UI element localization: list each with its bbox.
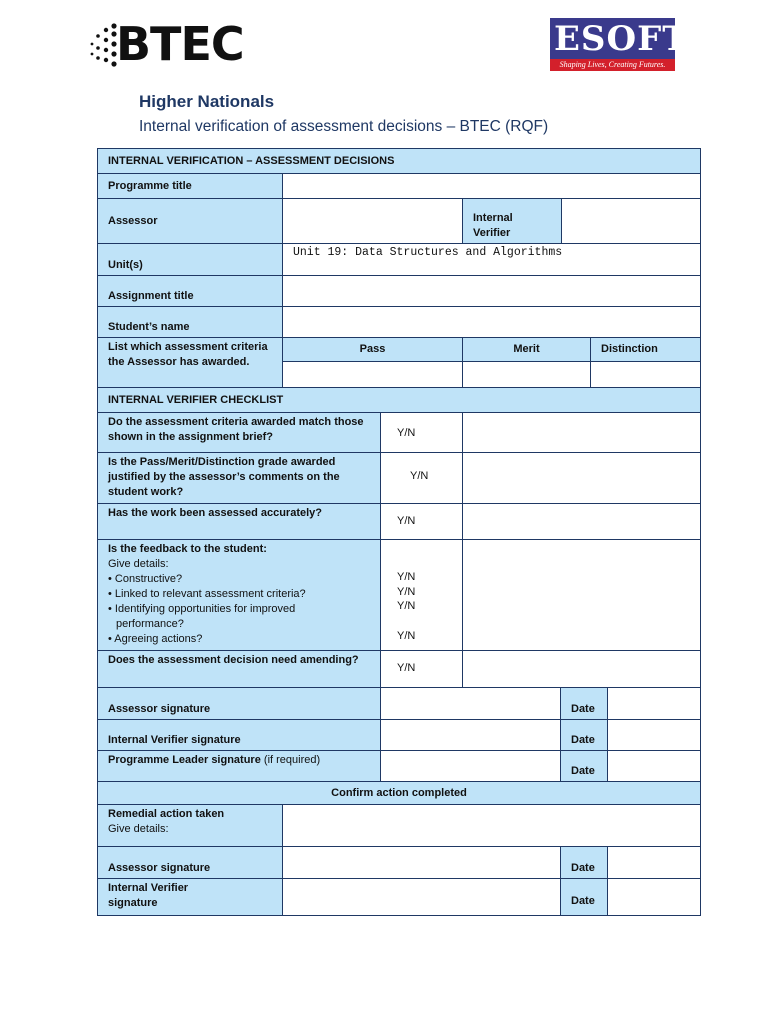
yn-text: Y/N <box>397 630 416 642</box>
date-field[interactable] <box>607 719 701 751</box>
assessor-field[interactable] <box>282 198 463 244</box>
date-field[interactable] <box>607 846 701 879</box>
merit-header: Merit <box>462 337 591 362</box>
section-heading-confirm-action: Confirm action completed <box>97 781 701 805</box>
yn-cell[interactable] <box>380 539 463 651</box>
comment-field[interactable] <box>462 503 701 540</box>
units-label: Unit(s) <box>97 243 283 276</box>
esoft-wordmark: ESOFT <box>554 19 689 59</box>
date-label: Date <box>560 687 608 720</box>
remedial-give-details: Give details: <box>108 823 169 835</box>
list-item: • Linked to relevant assessment criteria? <box>108 588 306 600</box>
date-label: Date <box>560 719 608 751</box>
feedback-criteria-list <box>108 572 370 647</box>
iv-signature-label: Internal Verifier signature <box>97 719 381 751</box>
list-item: performance? <box>116 618 184 630</box>
date-field[interactable] <box>607 750 701 782</box>
list-item: • Identifying opportunities for improved <box>108 603 296 615</box>
date-field[interactable] <box>607 687 701 720</box>
distinction-header: Distinction <box>590 337 701 362</box>
pass-header: Pass <box>282 337 463 362</box>
assignment-title-label: Assignment title <box>97 275 283 307</box>
merit-criteria-field[interactable] <box>462 361 591 388</box>
yn-text: Y/N <box>397 586 416 598</box>
btec-logo <box>90 16 260 72</box>
yn-text: Y/N <box>397 600 416 612</box>
assessor-signature-field[interactable] <box>282 846 561 879</box>
yn-cell[interactable] <box>380 650 463 688</box>
checklist-question-feedback <box>97 539 381 651</box>
comment-field[interactable] <box>462 650 701 688</box>
date-field[interactable] <box>607 878 701 916</box>
iv-signature-label: Internal Verifier signature <box>97 878 283 916</box>
assignment-title-field[interactable] <box>282 275 701 307</box>
list-item: • Constructive? <box>108 573 183 585</box>
assessor-label: Assessor <box>97 198 283 244</box>
btec-wordmark: BTEC <box>116 17 244 71</box>
list-item: • Agreeing actions? <box>108 633 203 645</box>
checklist-question-assessed-accurately: Has the work been assessed accurately? <box>97 503 381 540</box>
feedback-give-details: Give details: <box>108 558 169 570</box>
internal-verifier-field[interactable] <box>561 198 701 244</box>
remedial-action-label-text: Remedial action taken <box>108 808 225 820</box>
comment-field[interactable] <box>462 452 701 504</box>
yn-cell[interactable] <box>380 412 463 453</box>
page-subtitle: Internal verification of assessment decisions – BTEC (RQF) <box>139 118 549 135</box>
student-name-label: Student’s name <box>97 306 283 338</box>
yn-text: Y/N <box>397 515 416 527</box>
comment-field[interactable] <box>462 539 701 651</box>
iv-signature-field[interactable] <box>380 719 561 751</box>
internal-verifier-label: Internal Verifier <box>462 198 562 244</box>
assessor-signature-field[interactable] <box>380 687 561 720</box>
section-heading-checklist: INTERNAL VERIFIER CHECKLIST <box>97 387 701 413</box>
criteria-label: List which assessment criteria the Assessor has awarded. <box>97 337 283 388</box>
page-title: Higher Nationals <box>139 92 275 111</box>
date-label: Date <box>560 846 608 879</box>
verification-form <box>97 148 701 916</box>
checklist-question-criteria-match: Do the assessment criteria awarded match those shown in the assignment brief? <box>97 412 381 453</box>
remedial-action-field[interactable] <box>282 804 701 847</box>
esoft-tagline: Shaping Lives, Creating Futures. <box>550 59 675 71</box>
assessor-signature-label: Assessor signature <box>97 687 381 720</box>
iv-signature-field[interactable] <box>282 878 561 916</box>
date-label: Date <box>560 750 608 782</box>
section-heading-assessment-decisions: INTERNAL VERIFICATION – ASSESSMENT DECISIONS <box>97 148 701 174</box>
pass-criteria-field[interactable] <box>282 361 463 388</box>
pl-signature-label-text: Programme Leader signature <box>108 754 261 766</box>
assessor-signature-label: Assessor signature <box>97 846 283 879</box>
checklist-question-decision-amending: Does the assessment decision need amending? <box>97 650 381 688</box>
esoft-logo <box>550 18 689 71</box>
yn-text: Y/N <box>397 427 416 439</box>
distinction-criteria-field[interactable] <box>590 361 701 388</box>
programme-title-label: Programme title <box>97 173 283 199</box>
yn-text: Y/N <box>397 662 416 674</box>
yn-cell[interactable] <box>380 503 463 540</box>
date-label: Date <box>560 878 608 916</box>
comment-field[interactable] <box>462 412 701 453</box>
yn-text: Y/N <box>410 470 429 482</box>
feedback-question-title: Is the feedback to the student: <box>108 543 267 555</box>
programme-title-field[interactable] <box>282 173 701 199</box>
pl-signature-label <box>97 750 381 782</box>
units-field[interactable]: Unit 19: Data Structures and Algorithms <box>282 243 701 276</box>
pl-signature-note: (if required) <box>260 754 321 766</box>
yn-cell[interactable] <box>380 452 463 504</box>
yn-text: Y/N <box>397 571 416 583</box>
student-name-field[interactable] <box>282 306 701 338</box>
remedial-action-label <box>97 804 283 847</box>
pl-signature-field[interactable] <box>380 750 561 782</box>
checklist-question-grade-justified: Is the Pass/Merit/Distinction grade awarded justified by the assessor’s comments on the student work? <box>97 452 381 504</box>
